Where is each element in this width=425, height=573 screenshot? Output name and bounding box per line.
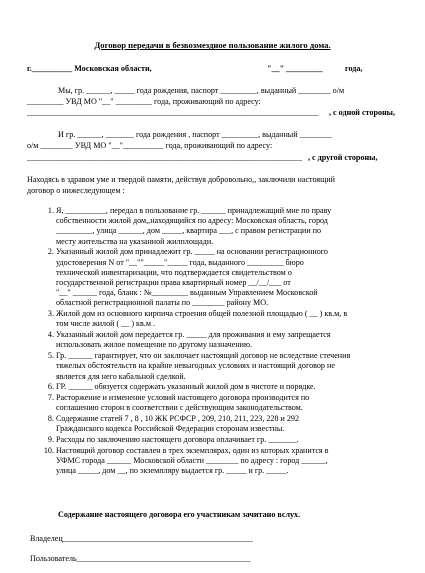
party-two-line: о/м ________ УВД МО "__"__________ года, проживающий по адресу: <box>27 141 273 150</box>
clause-number: 8. <box>47 414 54 424</box>
clause-line: "__" ______ года, бланк : №_________ выданным Управлением Московской <box>56 288 318 298</box>
clause-line: Гражданского кодекса Российской Федерации сторонам известны. <box>56 424 285 434</box>
clause-line: областной регистрационной палаты по ________ району МО. <box>56 298 269 308</box>
place-year: года, <box>345 64 363 73</box>
clause-item <box>14 382 420 392</box>
party-two-line: И гр. ______, _______ года рождения , паспорт _________, выданный ________ <box>58 130 332 139</box>
clause-number: 5. <box>47 351 54 361</box>
clause-item <box>14 435 420 445</box>
place-date: "__" _________ <box>267 64 323 73</box>
clause-item <box>14 309 420 329</box>
clause-line: Гр. ______ гарантирует, что он заключает настоящий договор не вследствие стечения <box>56 351 351 361</box>
clause-item <box>14 351 420 382</box>
clause-line: Расторжение и изменение условий настоящего договора производится по <box>56 393 310 403</box>
clause-line: _________, улица ______, дом _____, квартира ___, с правом регистрации по <box>56 226 322 236</box>
party-two-tail: , с другой стороны, <box>308 153 378 162</box>
clause-line: тяжелых обстоятельств на крайне невыгодных условиях и настоящий договор не <box>56 361 335 371</box>
clause-line: Указанный жилой дом передается гр. _____ для проживания и ему запрещается <box>56 330 331 340</box>
clause-line: Я, __________, передал в пользование гр. ______ принадлежащий мне по праву <box>56 206 332 215</box>
clause-number: 7. <box>47 393 54 403</box>
clause-item <box>14 393 420 413</box>
clause-line: удостоверения N от "__""_____"_____ года, выданного _________ бюро <box>56 257 304 267</box>
clause-item <box>14 206 420 247</box>
clause-item <box>14 330 420 350</box>
party-one-line: _________ УВД МО "__" _________ года, проживающий по адресу: <box>27 97 261 106</box>
clause-line: является для него кабальной сделкой. <box>56 371 186 381</box>
party-one-line: ________________________________________________________________________ <box>27 108 319 117</box>
party-two-line: ____________________________________________________________________ <box>27 153 303 162</box>
clause-line: Жилой дом из основного кирпича строения общей полезной площадью ( __ ) кв.м, в <box>56 309 348 319</box>
place-city: г.__________ Московская области, <box>27 64 152 73</box>
party-one-line: Мы, гр. ______, _____ года рождения, паспорт _________, выданный ________ о/м <box>58 86 345 95</box>
intro-line: договор о нижеследующем : <box>27 186 125 195</box>
clause-line: Содержание статей 7 , 8 , 10 ЖК РСФСР , 209, 210, 211, 223, 228 и 292 <box>56 414 300 424</box>
clause-item <box>14 414 420 434</box>
clause-line: месту жительства на указанной жилплощади. <box>56 236 214 246</box>
clause-line: улица _____, дом __, по экземпляру выдается гр. _____ и гр. _____. <box>56 466 289 476</box>
clause-line: государственной регистрации права квартирный номер __/__/___ от <box>56 278 291 288</box>
clause-line: том числе жилой ( __ ) кв.м . <box>56 319 155 329</box>
clause-number: 9. <box>47 435 54 445</box>
clause-line: технической инвентаризации, что подтверждается свидетельством о <box>56 267 292 277</box>
clause-item <box>14 446 420 477</box>
intro-line: Находясь в здравом уме и твердой памяти, действуя добровольно,, заключили настоящий <box>27 175 335 184</box>
clause-number: 1. <box>47 206 54 215</box>
clause-line: ГР. ______ обязуется содержать указанный жилой дом в чистоте и порядке. <box>56 382 316 392</box>
clause-line: Настоящий договор составлен в трех экземплярах, один из которых хранится в <box>56 446 329 456</box>
clause-line: УФМС города ______ Московской области ________ по адресу : город ______, <box>56 456 328 466</box>
party-one-tail: , с одной стороны, <box>329 108 396 117</box>
clause-number: 10. <box>43 446 54 456</box>
clause-line: Указанный жилой дом принадлежит гр. _____ на основании регистрационного <box>56 247 328 257</box>
document-title: Договор передачи в безвозмездное пользование жилого дома. <box>94 40 331 50</box>
user-signature-line: Пользователь___________________________________________ <box>30 554 251 563</box>
owner-signature-line: Владелец_______________________________________________ <box>30 534 253 543</box>
clause-number: 4. <box>47 330 54 340</box>
clause-line: Расходы по заключению настоящего договора оплачивает гр. _______. <box>56 435 299 445</box>
clause-item <box>14 247 420 308</box>
contract-clauses <box>14 206 420 477</box>
clause-number: 2. <box>47 247 54 257</box>
closing-statement: Содержание настоящего договора его участникам зачитано вслух. <box>58 510 301 519</box>
clause-line: собственности жилой дом,,находящийся по адресу: Московская область, город <box>56 216 328 226</box>
clause-number: 3. <box>47 309 54 319</box>
clause-number: 6. <box>47 382 54 392</box>
clause-line: использовать жилое помещение по другому назначению. <box>56 340 253 350</box>
clause-line: соглашению сторон в соответствии с действующим законодательством. <box>56 403 303 413</box>
